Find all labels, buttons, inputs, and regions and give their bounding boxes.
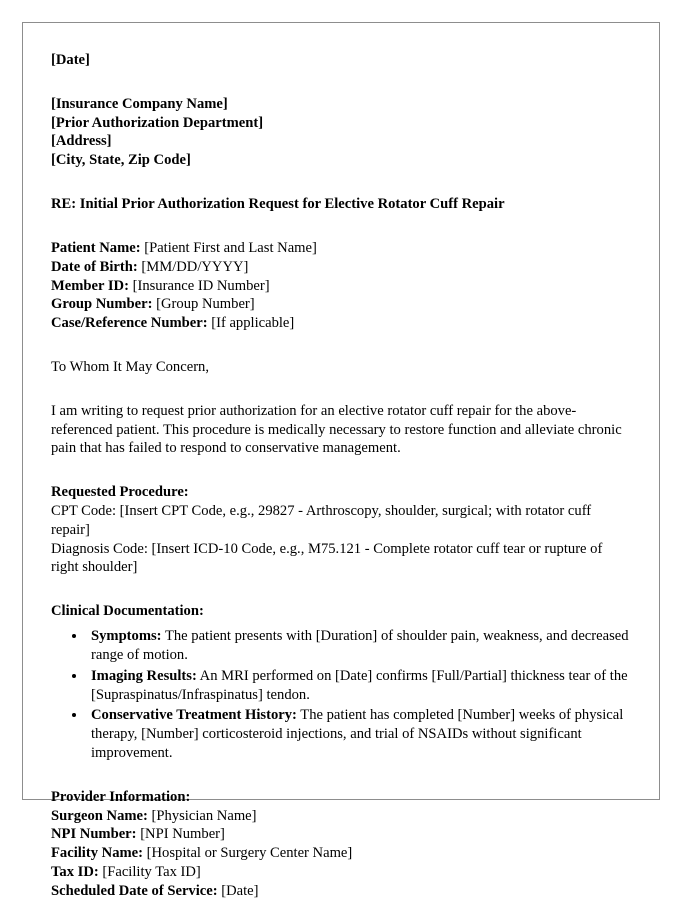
diagnosis-code-line: [51, 540, 633, 578]
letter-sheet: [22, 22, 660, 899]
salutation-block: [51, 358, 633, 377]
patient-field-member-id: [51, 277, 633, 296]
cpt-code-value: [Insert CPT Code, e.g., 29827 - Arthroscopy, shoulder, surgical; with rotator cuff repair]: [51, 503, 592, 538]
recipient-line-address: [Address]: [51, 133, 112, 150]
bullet-symptoms-text: The patient presents with [Duration] of shoulder pain, weakness, and decreased range of motion.: [91, 628, 629, 663]
spacer: [51, 228, 633, 239]
subject-line: [51, 195, 633, 214]
patient-field-member-id-label: Member ID:: [51, 277, 129, 294]
cpt-code-label: CPT Code:: [51, 503, 117, 519]
letter-content: [23, 23, 659, 901]
bullet-conservative-treatment-text: The patient has completed [Number] weeks of physical therapy, [Number] corticosteroid injections, and trial of NSAIDs without significant improvement.: [91, 707, 624, 761]
patient-field-dob: [51, 258, 633, 277]
diagnosis-code-value: [Insert ICD-10 Code, e.g., M75.121 - Complete rotator cuff tear or rupture of right shoulder]: [51, 540, 603, 576]
patient-field-group-number: [51, 295, 633, 314]
requested-procedure-block: [51, 483, 633, 577]
spacer: [51, 347, 633, 358]
clinical-documentation-heading: Clinical Documentation:: [51, 603, 204, 620]
provider-field-tax-id-value: [Facility Tax ID]: [102, 864, 201, 880]
spacer: [51, 591, 633, 602]
bullet-symptoms-label: Symptoms:: [91, 628, 162, 645]
patient-field-case-number-label: Case/Reference Number:: [51, 315, 208, 332]
patient-field-dob-label: Date of Birth:: [51, 258, 138, 275]
spacer: [51, 184, 633, 195]
patient-field-group-number-label: Group Number:: [51, 296, 153, 313]
patient-field-name: [51, 239, 633, 258]
requested-procedure-heading: Requested Procedure:: [51, 484, 189, 501]
provider-field-surgeon-name-label: Surgeon Name:: [51, 807, 148, 824]
patient-information-block: [51, 239, 633, 333]
spacer: [51, 391, 633, 402]
clinical-documentation-list: [51, 627, 633, 763]
subject-text: RE: Initial Prior Authorization Request for Elective Rotator Cuff Repair: [51, 196, 505, 213]
intro-paragraph-block: [51, 402, 633, 458]
patient-field-name-value: [Patient First and Last Name]: [144, 239, 317, 256]
provider-information-heading: Provider Information:: [51, 788, 191, 805]
date-block: [51, 51, 633, 70]
provider-field-npi-value: [NPI Number]: [140, 826, 225, 843]
spacer: [51, 777, 633, 788]
provider-field-npi: [51, 825, 633, 844]
patient-field-case-number-value: [If applicable]: [211, 315, 295, 332]
bullet-imaging-text: An MRI performed on [Date] confirms [Full/Partial] thickness tear of the [Supraspinatus/Infraspinatus] tendon.: [91, 667, 628, 703]
date-placeholder: [Date]: [51, 52, 90, 68]
provider-field-scheduled-date: [51, 882, 633, 901]
provider-field-scheduled-date-value: [Date]: [221, 882, 259, 899]
recipient-line-department: [Prior Authorization Department]: [51, 114, 264, 131]
spacer: [51, 84, 633, 95]
patient-field-group-number-value: [Group Number]: [156, 296, 255, 313]
bullet-conservative-treatment-label: Conservative Treatment History:: [91, 707, 297, 724]
provider-field-facility-name: [51, 844, 633, 863]
provider-field-surgeon-name: [51, 807, 633, 826]
recipient-line-city-state-zip: [City, State, Zip Code]: [51, 152, 191, 169]
salutation-text: To Whom It May Concern,: [51, 358, 209, 375]
provider-field-facility-name-value: [Hospital or Surgery Center Name]: [146, 845, 353, 862]
patient-field-case-number: [51, 314, 633, 333]
patient-field-member-id-value: [Insurance ID Number]: [132, 277, 270, 294]
clinical-documentation-block: [51, 602, 633, 763]
provider-field-surgeon-name-value: [Physician Name]: [151, 807, 257, 824]
provider-field-tax-id: [51, 863, 633, 882]
list-item: [87, 667, 633, 705]
provider-field-npi-label: NPI Number:: [51, 826, 137, 843]
cpt-code-line: [51, 502, 633, 540]
bullet-imaging-label: Imaging Results:: [91, 667, 197, 684]
patient-field-dob-value: [MM/DD/YYYY]: [141, 258, 249, 275]
list-item: [87, 706, 633, 762]
recipient-line-company: [Insurance Company Name]: [51, 95, 228, 112]
patient-field-name-label: Patient Name:: [51, 239, 141, 256]
spacer: [51, 472, 633, 483]
recipient-address-block: [51, 95, 633, 170]
provider-information-block: [51, 788, 633, 901]
provider-field-tax-id-label: Tax ID:: [51, 864, 99, 880]
provider-field-facility-name-label: Facility Name:: [51, 845, 143, 862]
list-item: [87, 627, 633, 665]
diagnosis-code-label: Diagnosis Code:: [51, 540, 148, 557]
intro-paragraph-text: I am writing to request prior authorization for an elective rotator cuff repair for the above-referenced patient. This procedure is medically necessary to restore function and alleviate chronic pain that has failed to respond to conservative management.: [51, 402, 622, 457]
provider-field-scheduled-date-label: Scheduled Date of Service:: [51, 882, 218, 899]
